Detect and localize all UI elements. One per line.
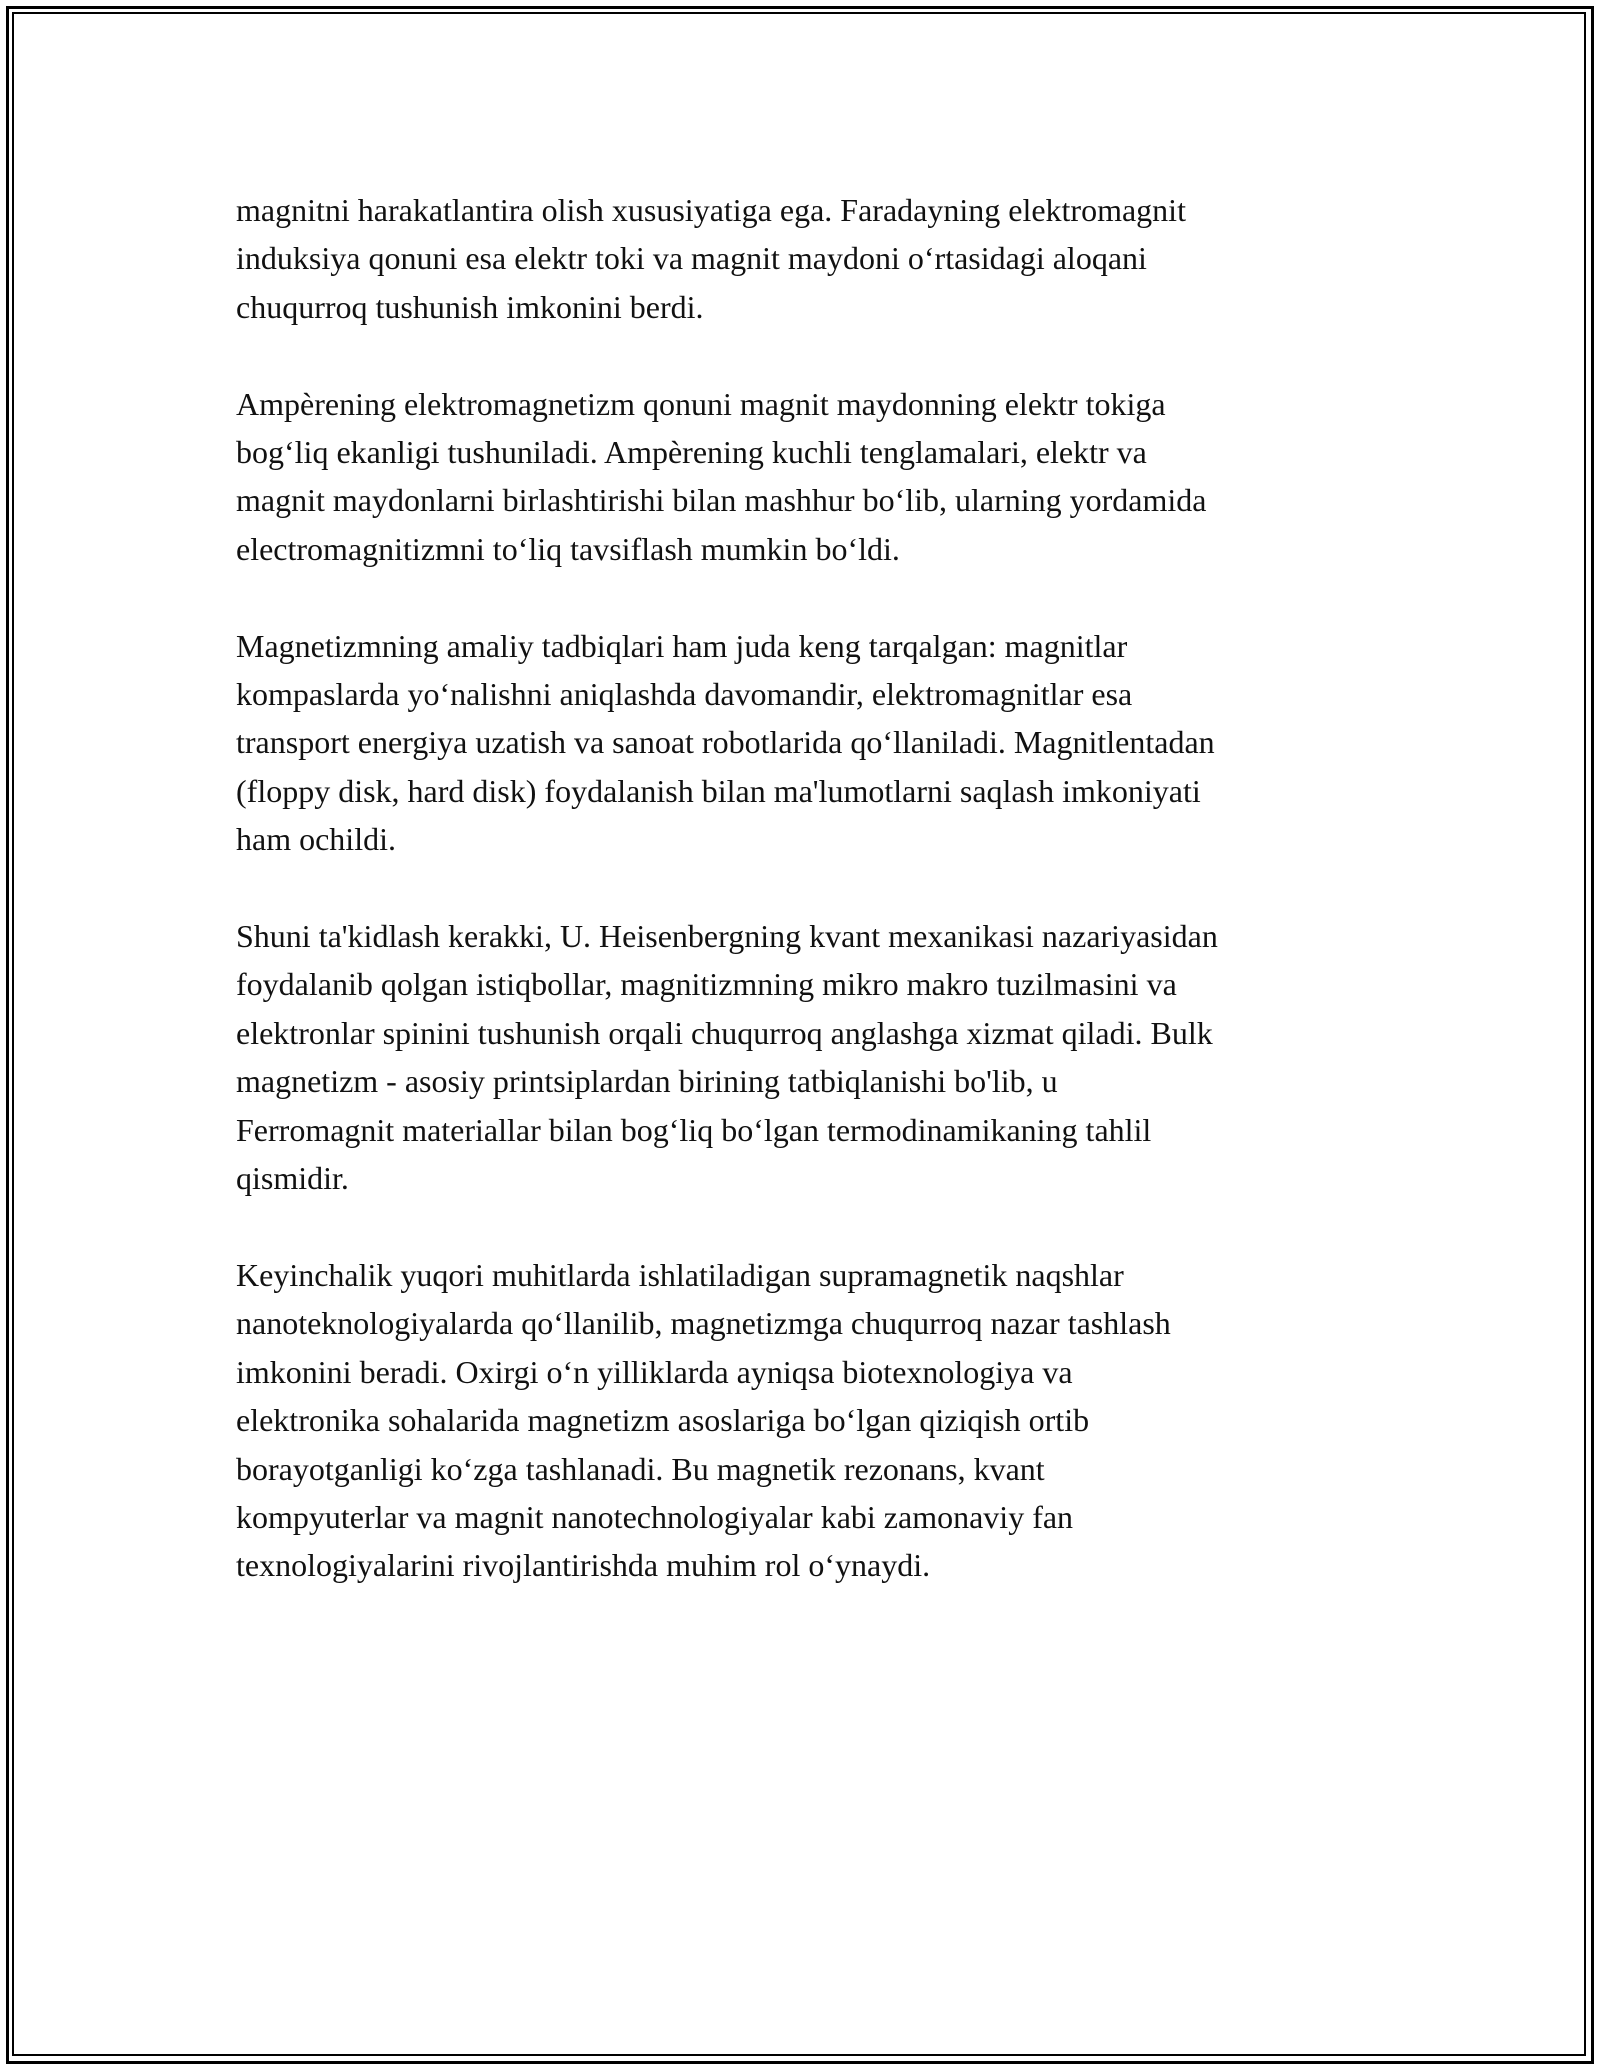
paragraph-3 [236,622,1376,864]
text-line: Magnetizmning amaliy tadbiqlari ham juda keng tarqalgan: magnitlar [236,627,1128,664]
text-line: kompyuterlar va magnit nanotechnologiyalar kabi zamonaviy fan [236,1498,1074,1535]
text-line: elektronika sohalarida magnetizm asoslariga bo‘lgan qiziqish ortib [236,1402,1090,1439]
text-line: ham ochildi. [236,821,396,858]
document-body [236,186,1376,1638]
text-line: bog‘liq ekanligi tushuniladi. Ampèrening kuchli tenglamalari, elektr va [236,434,1147,471]
paragraph-1 [236,186,1376,331]
text-line: magnetizm - asosiy printsiplardan birining tatbiqlanishi bo'lib, u [236,1063,1058,1100]
text-line: elektronlar spinini tushunish orqali chuqurroq anglashga xizmat qiladi. Bulk [236,1014,1213,1051]
text-line: kompaslarda yo‘nalishni aniqlashda davomandir, elektromagnitlar esa [236,676,1133,713]
text-line: Ampèrening elektromagnetizm qonuni magnit maydonning elektr tokiga [236,385,1166,422]
text-line: induksiya qonuni esa elektr toki va magnit maydoni o‘rtasidagi aloqani [236,240,1147,277]
paragraph-5 [236,1251,1376,1590]
text-line: Keyinchalik yuqori muhitlarda ishlatiladigan supramagnetik naqshlar [236,1256,1124,1293]
text-line: qismidir. [236,1160,349,1197]
paragraph-4 [236,912,1376,1202]
paragraph-2 [236,380,1376,574]
text-line: texnologiyalarini rivojlantirishda muhim rol o‘ynaydi. [236,1547,931,1584]
text-line: borayotganligi ko‘zga tashlanadi. Bu magnetik rezonans, kvant [236,1450,1045,1487]
text-line: transport energiya uzatish va sanoat robotlarida qo‘llaniladi. Magnitlentadan [236,724,1215,761]
text-line: electromagnitizmni to‘liq tavsiflash mumkin bo‘ldi. [236,530,900,567]
text-line: Ferromagnit materiallar bilan bog‘liq bo‘lgan termodinamikaning tahlil [236,1111,1152,1148]
text-line: magnitni harakatlantira olish xususiyatiga ega. Faradayning elektromagnit [236,192,1186,228]
text-line: chuqurroq tushunish imkonini berdi. [236,288,704,325]
text-line: (floppy disk, hard disk) foydalanish bilan ma'lumotlarni saqlash imkoniyati [236,772,1201,809]
text-line: magnit maydonlarni birlashtirishi bilan mashhur bo‘lib, ularning yordamida [236,482,1207,519]
text-line: nanoteknologiyalarda qo‘llanilib, magnetizmga chuqurroq nazar tashlash [236,1305,1171,1342]
text-line: imkonini beradi. Oxirgi o‘n yilliklarda ayniqsa biotexnologiya va [236,1353,1073,1390]
text-line: foydalanib qolgan istiqbollar, magnitizmning mikro makro tuzilmasini va [236,966,1177,1003]
text-line: Shuni ta'kidlash kerakki, U. Heisenbergning kvant mexanikasi nazariyasidan [236,918,1218,955]
